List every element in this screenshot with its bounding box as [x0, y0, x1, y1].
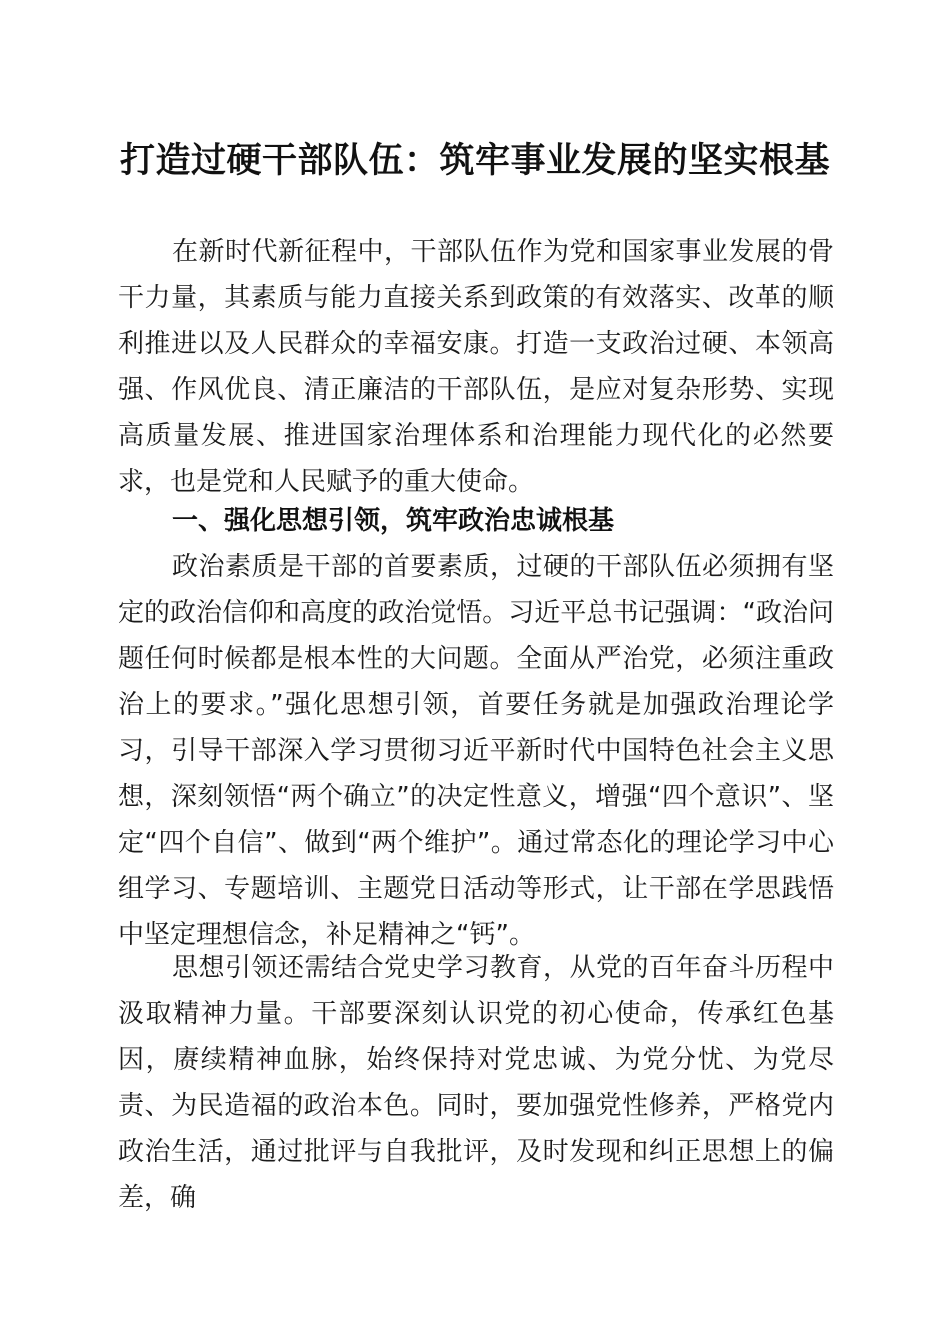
body-paragraph: 思想引领还需结合党史学习教育，从党的百年奋斗历程中汲取精神力量。干部要深刻认识党的初心使命，传承红色基因，赓续精神血脉，始终保持对党忠诚、为党分忧、为党尽责、为民造福的政治本色。同时，要加强党性修养，严格党内政治生活，通过批评与自我批评，及时发现和纠正思想上的偏差，确	[118, 953, 834, 1213]
document-title: 打造过硬干部队伍：筑牢事业发展的坚实根基	[119, 140, 830, 181]
section-heading: 一、强化思想引领，筑牢政治忠诚根基	[172, 506, 615, 536]
intro-paragraph: 在新时代新征程中，干部队伍作为党和国家事业发展的骨干力量，其素质与能力直接关系到政策的有效落实、改革的顺利推进以及人民群众的幸福安康。打造一支政治过硬、本领高强、作风优良、清正廉洁的干部队伍，是应对复杂形势、实现高质量发展、推进国家治理体系和治理能力现代化的必然要求，也是党和人民赋予的重大使命。	[118, 237, 834, 497]
body-paragraph: 政治素质是干部的首要素质，过硬的干部队伍必须拥有坚定的政治信仰和高度的政治觉悟。习近平总书记强调：“政治问题任何时候都是根本性的大问题。全面从严治党，必须注重政治上的要求。”强化思想引领，首要任务就是加强政治理论学习，引导干部深入学习贯彻习近平新时代中国特色社会主义思想，深刻领悟“两个确立”的决定性意义，增强“四个意识”、坚定“四个自信”、做到“两个维护”。通过常态化的理论学习中心组学习、专题培训、主题党日活动等形式，让干部在学思践悟中坚定理想信念，补足精神之“钙”。	[118, 552, 834, 950]
